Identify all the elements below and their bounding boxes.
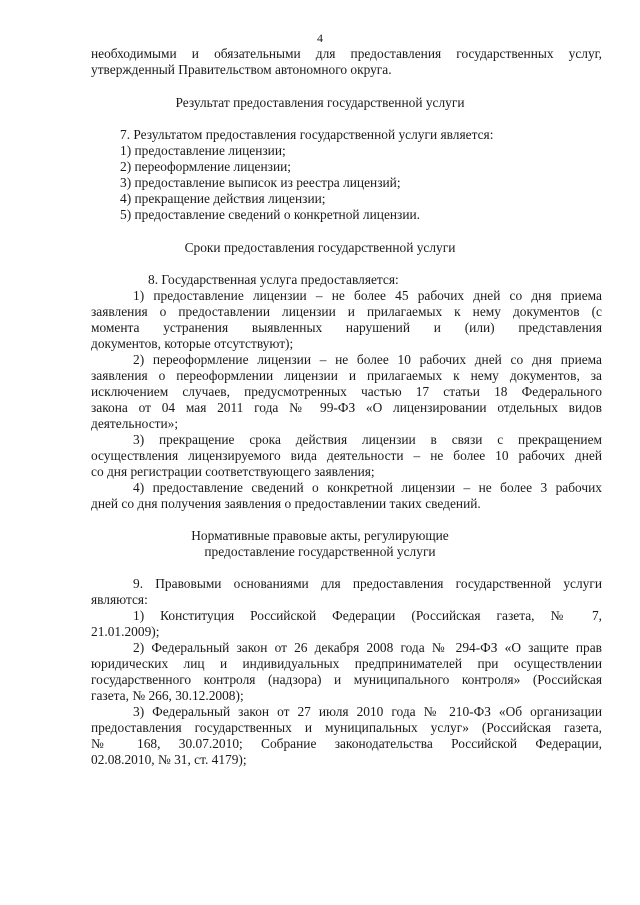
terms-p2-line: исключением случаев, предусмотренных частью 17 статьи 18 Федерального — [91, 384, 602, 399]
acts-p2-line: юридических лиц и индивидуальных предпринимателей при осуществлении — [91, 656, 602, 671]
intro-line-1: необходимыми и обязательными для предоставления государственных услуг, — [91, 46, 602, 61]
terms-p4-line: 4) предоставление сведений о конкретной лицензии – не более 3 рабочих — [133, 480, 602, 495]
result-item: 1) предоставление лицензии; — [120, 143, 286, 158]
result-item: 3) предоставление выписок из реестра лицензий; — [120, 175, 401, 190]
terms-p4-line: дней со дня получения заявления о предоставлении таких сведений. — [91, 496, 481, 511]
acts-p3-line: 02.08.2010, № 31, ст. 4179); — [91, 752, 247, 767]
terms-p3-line: осуществления лицензируемого вида деятельности – не более 10 рабочих дней — [91, 448, 602, 463]
terms-p2-line: 2) переоформление лицензии – не более 10 рабочих дней со дня приема — [133, 352, 602, 367]
intro-line-2: утвержденный Правительством автономного округа. — [91, 62, 392, 77]
acts-p3-line: № 168, 30.07.2010; Собрание законодательства Российской Федерации, — [91, 736, 602, 751]
terms-p1-line: момента устранения выявленных нарушений и (или) представления — [91, 320, 602, 335]
acts-lead-line: 9. Правовыми основаниями для предоставления государственной услуги — [133, 576, 602, 591]
acts-p3-line: 3) Федеральный закон от 27 июля 2010 года № 210-ФЗ «Об организации — [133, 704, 602, 719]
result-item: 2) переоформление лицензии; — [120, 159, 291, 174]
heading-acts-line-1: Нормативные правовые акты, регулирующие — [191, 528, 449, 543]
terms-lead: 8. Государственная услуга предоставляется: — [148, 272, 399, 287]
terms-p2-line: заявления о переоформлении лицензии и прилагаемых к нему документов, за — [91, 368, 602, 383]
acts-p2-line: газета, № 266, 30.12.2008); — [91, 688, 244, 703]
heading-terms: Сроки предоставления государственной услуги — [184, 240, 456, 255]
terms-p2-line: деятельности»; — [91, 416, 179, 431]
acts-p2-line: государственного контроля (надзора) и муниципального контроля» (Российская — [91, 672, 602, 687]
acts-p3-line: предоставления государственных и муниципальных услуг» (Российская газета, — [91, 720, 602, 735]
terms-p1-line: 1) предоставление лицензии – не более 45 рабочих дней со дня приема — [133, 288, 602, 303]
terms-p2-line: закона от 04 мая 2011 года № 99-ФЗ «О лицензировании отдельных видов — [91, 400, 602, 415]
acts-p1-line: 1) Конституция Российской Федерации (Российская газета, № 7, — [133, 608, 602, 623]
acts-p1-line: 21.01.2009); — [91, 624, 160, 639]
result-item: 5) предоставление сведений о конкретной лицензии. — [120, 207, 421, 222]
heading-result: Результат предоставления государственной услуги — [175, 95, 465, 110]
acts-p2-line: 2) Федеральный закон от 26 декабря 2008 года № 294-ФЗ «О защите прав — [133, 640, 602, 655]
terms-p1-line: документов, которые отсутствуют); — [91, 336, 294, 351]
acts-lead-line: являются: — [91, 592, 148, 607]
terms-p1-line: заявления о предоставлении лицензии и прилагаемых к нему документов (с — [91, 304, 602, 319]
result-item: 4) прекращение действия лицензии; — [120, 191, 326, 206]
terms-p3-line: 3) прекращение срока действия лицензии в связи с прекращением — [133, 432, 602, 447]
heading-acts-line-2: предоставление государственной услуги — [204, 544, 436, 559]
page-number: 4 — [317, 31, 323, 45]
terms-p3-line: со дня регистрации соответствующего заявления; — [91, 464, 375, 479]
result-lead: 7. Результатом предоставления государственной услуги является: — [120, 127, 494, 142]
